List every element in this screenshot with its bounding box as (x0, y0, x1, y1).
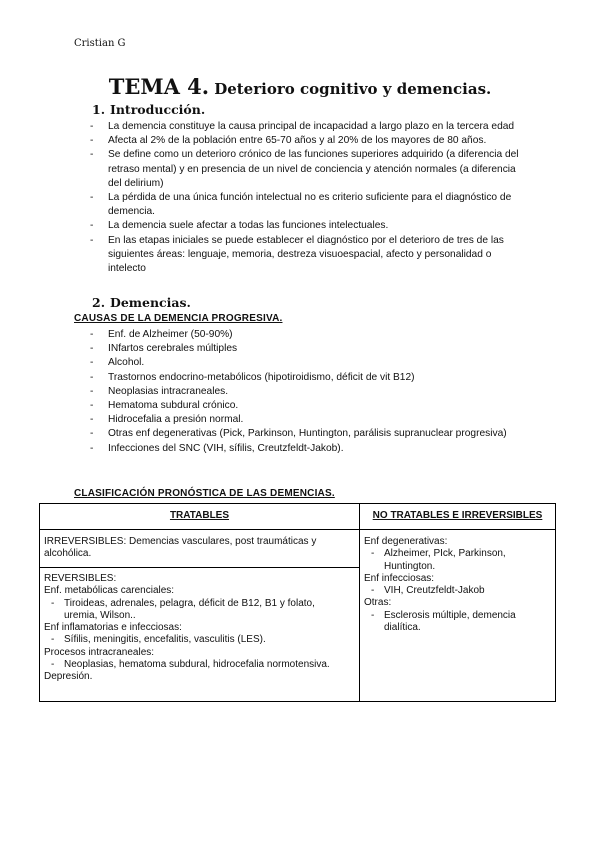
page-title (0, 74, 600, 99)
list-item: - Sífilis, meningitis, encefalitis, vasculitis (LES). (51, 634, 266, 646)
column-header-not-treatable: NO TRATABLES E IRREVERSIBLES (372, 510, 543, 521)
inflammatory-item: Sífilis, meningitis, encefalitis, vasculitis (LES). (64, 634, 266, 646)
title-sub: Deterioro cognitivo y demencias. (214, 80, 492, 98)
causes-list (90, 328, 522, 456)
list-item: - VIH, Creutzfeldt-Jakob (371, 585, 485, 597)
section-2-title: Demencias. (110, 295, 191, 310)
section-1-heading (92, 102, 205, 117)
list-item: - INfartos cerebrales múltiples (90, 342, 522, 356)
list-item: - Alzheimer, PIck, Parkinson, Huntington. (371, 548, 506, 572)
list-item: - La pérdida de una única función intelectual no es criterio suficiente para el diagnóstico de demencia. (90, 191, 522, 219)
list-item: - Hematoma subdural crónico. (90, 399, 522, 413)
column-header-treatable: TRATABLES (169, 510, 230, 521)
not-treatable-cell (364, 536, 550, 634)
list-item: - Neoplasias intracraneales. (90, 385, 522, 399)
list-item: - Infecciones del SNC (VIH, sífilis, Creutzfeldt-Jakob). (90, 442, 522, 456)
intro-list (90, 120, 522, 276)
infectious-item: VIH, Creutzfeldt-Jakob (384, 585, 485, 597)
list-item: - La demencia constituye la causa principal de incapacidad a largo plazo en la tercera edad (90, 120, 522, 134)
reversible-cell (44, 573, 344, 684)
list-item: - En las etapas iniciales se puede establecer el diagnóstico por el deterioro de tres de las siguientes áreas: lenguaje, memoria, destreza visuoespacial, afecto y personalidad o intelecto (90, 234, 522, 277)
table-divider (40, 567, 359, 568)
section-2-number: 2. (92, 295, 106, 310)
list-item: - Neoplasias, hematoma subdural, hidrocefalia normotensiva. (51, 659, 330, 671)
classification-table (39, 503, 556, 702)
author-name: Cristian G (74, 38, 126, 49)
intracranial-item: Neoplasias, hematoma subdural, hidrocefalia normotensiva. (64, 659, 330, 671)
list-item: - Se define como un deterioro crónico de las funciones superiores adquirido (a diferencia del retraso mental) y en presencia de un nivel de conciencia y atención normales (a diferencia del delirium) (90, 148, 522, 191)
inflammatory-label: Enf inflamatorias e infecciosas: (44, 622, 182, 634)
reversibles-label: REVERSIBLES: (44, 573, 117, 584)
table-divider (40, 529, 555, 530)
intracranial-label: Procesos intracraneales: (44, 646, 155, 658)
section-1-title: Introducción. (110, 102, 206, 117)
degenerative-item: Alzheimer, PIck, Parkinson, Huntington. (384, 548, 506, 572)
list-item: - Alcohol. (90, 356, 522, 370)
others-label: Otras: (364, 597, 392, 609)
depression-label: Depresión. (44, 671, 93, 683)
list-item: - Tiroideas, adrenales, pelagra, déficit de B12, B1 y folato, uremia, Wilson.. (51, 597, 315, 621)
metabolic-label: Enf. metabólicas carenciales: (44, 585, 175, 597)
list-item: - La demencia suele afectar a todas las funciones intelectuales. (90, 219, 522, 233)
irreversible-cell: IRREVERSIBLES: Demencias vasculares, post traumáticas y alcohólica. (44, 536, 317, 560)
list-item: - Afecta al 2% de la población entre 65-70 años y al 20% de los mayores de 80 años. (90, 134, 522, 148)
title-main: TEMA 4. (108, 74, 210, 99)
list-item: - Otras enf degenerativas (Pick, Parkinson, Huntington, parálisis supranuclear progresiva) (90, 427, 522, 441)
causes-heading: CAUSAS DE LA DEMENCIA PROGRESIVA. (74, 313, 283, 324)
degenerative-label: Enf degenerativas: (364, 536, 448, 547)
list-item: - Enf. de Alzheimer (50-90%) (90, 328, 522, 342)
infectious-label: Enf infecciosas: (364, 572, 435, 584)
section-2-heading (92, 295, 191, 310)
others-item: Esclerosis múltiple, demencia dialítica. (384, 609, 516, 634)
classification-heading: CLASIFICACIÓN PRONÓSTICA DE LAS DEMENCIAS. (74, 488, 335, 499)
table-divider (359, 504, 360, 701)
list-item: - Trastornos endocrino-metabólicos (hipotiroidismo, déficit de vit B12) (90, 371, 522, 385)
list-item: - Hidrocefalia a presión normal. (90, 413, 522, 427)
section-1-number: 1. (92, 102, 106, 117)
list-item: - Esclerosis múltiple, demencia dialítica. (371, 609, 516, 634)
metabolic-item: Tiroideas, adrenales, pelagra, déficit de B12, B1 y folato, uremia, Wilson.. (64, 597, 315, 621)
